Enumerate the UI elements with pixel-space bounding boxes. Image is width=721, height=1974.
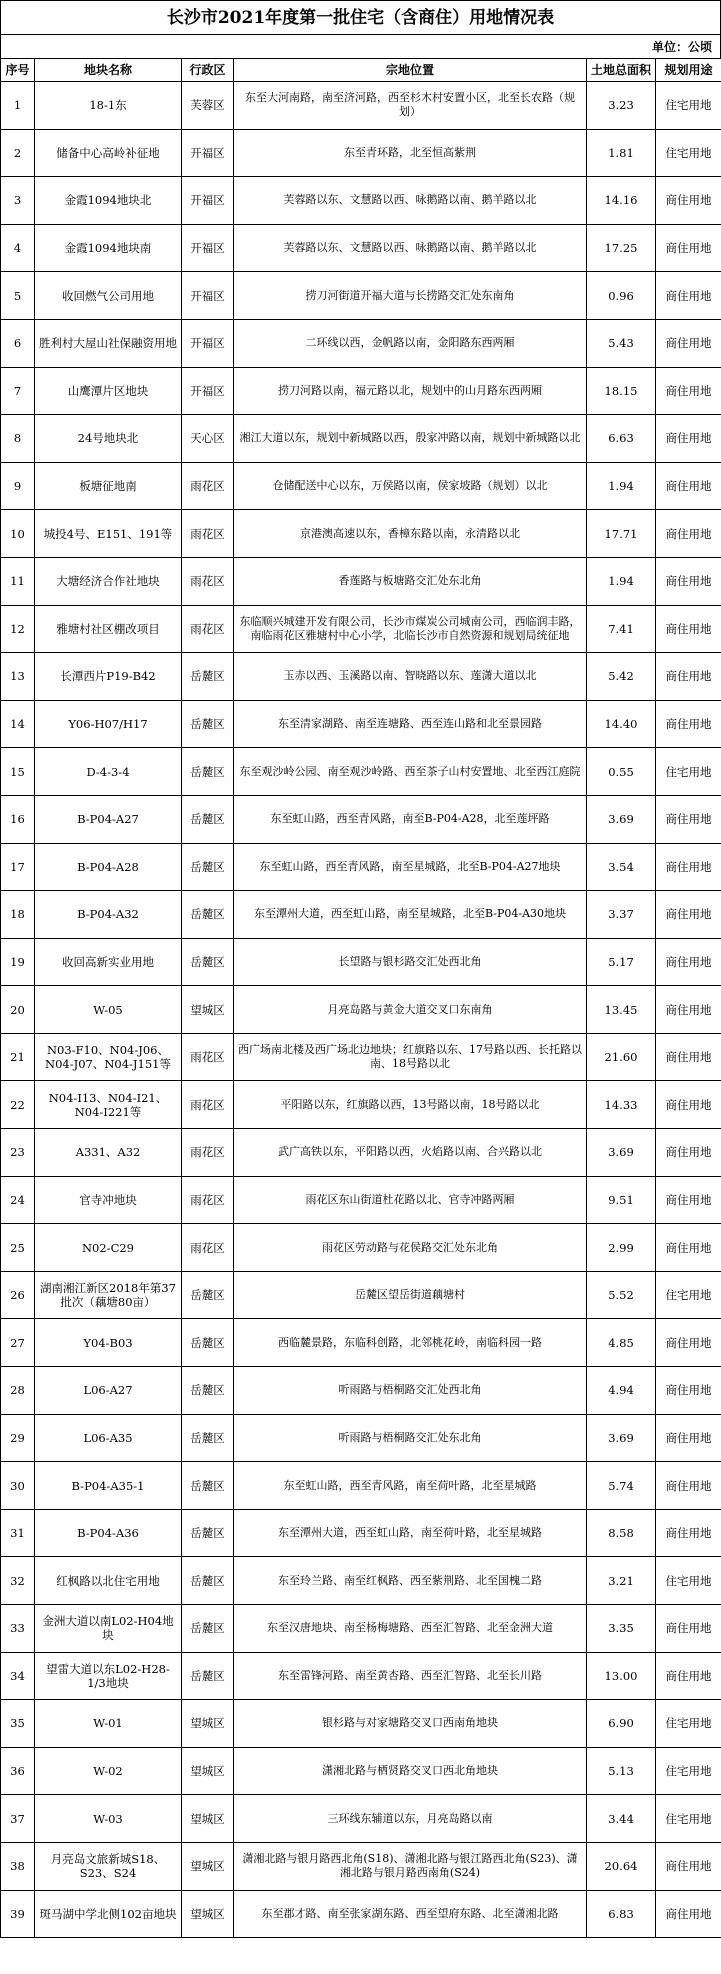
cell-parcel-name: 板塘征地南: [35, 462, 182, 510]
cell-index: 29: [1, 1414, 35, 1462]
cell-usage: 商住用地: [656, 653, 721, 701]
cell-parcel-name: 胜利村大屋山社保融资用地: [35, 319, 182, 367]
cell-parcel-name: D-4-3-4: [35, 748, 182, 796]
header-area: 土地总面积: [587, 59, 656, 82]
cell-usage: 商住用地: [656, 1319, 721, 1367]
cell-location: 长望路与银杉路交汇处西北角: [234, 938, 587, 986]
cell-parcel-name: N04-I13、N04-I21、N04-I221等: [35, 1081, 182, 1129]
table-row: [1, 653, 721, 701]
cell-usage: 商住用地: [656, 1129, 721, 1177]
cell-parcel-name: 18-1东: [35, 82, 182, 130]
table-row: [1, 1842, 721, 1890]
cell-parcel-name: W-01: [35, 1700, 182, 1748]
cell-parcel-name: W-02: [35, 1747, 182, 1795]
cell-index: 2: [1, 129, 35, 177]
cell-district: 望城区: [182, 1890, 234, 1938]
cell-district: 天心区: [182, 415, 234, 463]
cell-index: 26: [1, 1271, 35, 1319]
cell-index: 39: [1, 1890, 35, 1938]
cell-location: 二环线以西，金帆路以南，金阳路东西两厢: [234, 319, 587, 367]
cell-area: 3.23: [587, 82, 656, 130]
cell-location: 东至潭州大道，西至虹山路，南至荷叶路，北至星城路: [234, 1509, 587, 1557]
cell-index: 21: [1, 1033, 35, 1081]
cell-usage: 商住用地: [656, 462, 721, 510]
cell-location: 捞刀河街道开福大道与长捞路交汇处东南角: [234, 272, 587, 320]
cell-usage: 商住用地: [656, 319, 721, 367]
page-title: 长沙市2021年度第一批住宅（含商住）用地情况表: [0, 0, 721, 34]
cell-parcel-name: N02-C29: [35, 1224, 182, 1272]
cell-index: 19: [1, 938, 35, 986]
cell-usage: 商住用地: [656, 272, 721, 320]
table-row: [1, 367, 721, 415]
table-row: [1, 1414, 721, 1462]
cell-area: 5.42: [587, 653, 656, 701]
table-row: [1, 1224, 721, 1272]
cell-location: 听雨路与梧桐路交汇处西北角: [234, 1367, 587, 1415]
cell-district: 开福区: [182, 319, 234, 367]
cell-index: 20: [1, 986, 35, 1034]
header-location: 宗地位置: [234, 59, 587, 82]
cell-parcel-name: L06-A35: [35, 1414, 182, 1462]
cell-area: 0.96: [587, 272, 656, 320]
cell-usage: 商住用地: [656, 1367, 721, 1415]
cell-district: 岳麓区: [182, 653, 234, 701]
table-row: [1, 1271, 721, 1319]
cell-district: 望城区: [182, 1700, 234, 1748]
cell-parcel-name: 金霞1094地块南: [35, 224, 182, 272]
cell-area: 5.43: [587, 319, 656, 367]
table-row: [1, 1033, 721, 1081]
cell-area: 20.64: [587, 1842, 656, 1890]
cell-district: 雨花区: [182, 510, 234, 558]
cell-area: 1.94: [587, 462, 656, 510]
cell-index: 38: [1, 1842, 35, 1890]
cell-area: 9.51: [587, 1176, 656, 1224]
cell-usage: 商住用地: [656, 224, 721, 272]
cell-district: 望城区: [182, 1795, 234, 1843]
cell-district: 岳麓区: [182, 1319, 234, 1367]
cell-parcel-name: 红枫路以北住宅用地: [35, 1557, 182, 1605]
cell-usage: 商住用地: [656, 1509, 721, 1557]
cell-district: 开福区: [182, 129, 234, 177]
cell-area: 14.40: [587, 700, 656, 748]
cell-index: 12: [1, 605, 35, 653]
table-row: [1, 1367, 721, 1415]
cell-area: 2.99: [587, 1224, 656, 1272]
cell-index: 23: [1, 1129, 35, 1177]
cell-index: 4: [1, 224, 35, 272]
table-row: [1, 1176, 721, 1224]
cell-parcel-name: Y06-H07/H17: [35, 700, 182, 748]
cell-index: 10: [1, 510, 35, 558]
cell-area: 3.69: [587, 1414, 656, 1462]
cell-parcel-name: W-05: [35, 986, 182, 1034]
cell-location: 潇湘北路与银月路西北角(S18)、潇湘北路与银江路西北角(S23)、潇湘北路与银月路西南角(S24): [234, 1842, 587, 1890]
cell-index: 27: [1, 1319, 35, 1367]
table-row: [1, 1081, 721, 1129]
cell-location: 芙蓉路以东、文慧路以西、咏鹅路以南、鹅羊路以北: [234, 177, 587, 225]
cell-parcel-name: B-P04-A35-1: [35, 1462, 182, 1510]
cell-district: 望城区: [182, 1747, 234, 1795]
cell-district: 岳麓区: [182, 1652, 234, 1700]
table-row: [1, 1605, 721, 1653]
table-row: [1, 748, 721, 796]
table-row: [1, 415, 721, 463]
cell-location: 岳麓区望岳街道藕塘村: [234, 1271, 587, 1319]
cell-district: 开福区: [182, 367, 234, 415]
cell-usage: 商住用地: [656, 843, 721, 891]
table-row: [1, 1557, 721, 1605]
cell-location: 东至潭州大道，西至虹山路，南至星城路，北至B-P04-A30地块: [234, 891, 587, 939]
cell-index: 1: [1, 82, 35, 130]
cell-area: 4.85: [587, 1319, 656, 1367]
cell-district: 开福区: [182, 224, 234, 272]
cell-district: 岳麓区: [182, 1462, 234, 1510]
cell-usage: 住宅用地: [656, 1271, 721, 1319]
cell-usage: 商住用地: [656, 1176, 721, 1224]
cell-location: 仓储配送中心以东，万侯路以南，侯家坡路（规划）以北: [234, 462, 587, 510]
cell-location: 听雨路与梧桐路交汇处东北角: [234, 1414, 587, 1462]
cell-location: 雨花区东山街道杜花路以北、官寺冲路两厢: [234, 1176, 587, 1224]
cell-location: 月亮岛路与黄金大道交叉口东南角: [234, 986, 587, 1034]
cell-index: 18: [1, 891, 35, 939]
cell-parcel-name: 湖南湘江新区2018年第37批次（藕塘80亩）: [35, 1271, 182, 1319]
cell-parcel-name: A331、A32: [35, 1129, 182, 1177]
cell-location: 潇湘北路与栖贤路交叉口西北角地块: [234, 1747, 587, 1795]
cell-location: 东至青环路，北至恒高紫荆: [234, 129, 587, 177]
cell-parcel-name: 大塘经济合作社地块: [35, 557, 182, 605]
table-row: [1, 1747, 721, 1795]
cell-index: 28: [1, 1367, 35, 1415]
cell-area: 6.90: [587, 1700, 656, 1748]
cell-location: 京港澳高速以东，香樟东路以南，永清路以北: [234, 510, 587, 558]
cell-index: 30: [1, 1462, 35, 1510]
cell-area: 3.69: [587, 1129, 656, 1177]
table-row: [1, 319, 721, 367]
cell-area: 5.74: [587, 1462, 656, 1510]
table-row: [1, 795, 721, 843]
cell-index: 3: [1, 177, 35, 225]
table-row: [1, 1890, 721, 1938]
cell-district: 岳麓区: [182, 891, 234, 939]
cell-area: 13.00: [587, 1652, 656, 1700]
cell-area: 18.15: [587, 367, 656, 415]
cell-parcel-name: B-P04-A28: [35, 843, 182, 891]
cell-area: 0.55: [587, 748, 656, 796]
cell-usage: 商住用地: [656, 1224, 721, 1272]
cell-area: 5.17: [587, 938, 656, 986]
cell-area: 6.63: [587, 415, 656, 463]
cell-area: 3.69: [587, 795, 656, 843]
cell-usage: 商住用地: [656, 1842, 721, 1890]
cell-parcel-name: 长潭西片P19-B42: [35, 653, 182, 701]
cell-area: 5.13: [587, 1747, 656, 1795]
cell-usage: 商住用地: [656, 1462, 721, 1510]
cell-location: 东至大河南路，南至济河路，西至杉木村安置小区，北至长农路（规划）: [234, 82, 587, 130]
table-row: [1, 1129, 721, 1177]
cell-index: 36: [1, 1747, 35, 1795]
cell-parcel-name: B-P04-A32: [35, 891, 182, 939]
cell-district: 开福区: [182, 272, 234, 320]
cell-district: 岳麓区: [182, 1605, 234, 1653]
cell-parcel-name: 斑马湖中学北侧102亩地块: [35, 1890, 182, 1938]
cell-district: 岳麓区: [182, 1509, 234, 1557]
table-row: [1, 177, 721, 225]
cell-index: 6: [1, 319, 35, 367]
cell-parcel-name: 24号地块北: [35, 415, 182, 463]
cell-area: 7.41: [587, 605, 656, 653]
header-parcel-name: 地块名称: [35, 59, 182, 82]
header-district: 行政区: [182, 59, 234, 82]
cell-parcel-name: L06-A27: [35, 1367, 182, 1415]
table-row: [1, 129, 721, 177]
cell-location: 玉赤以西、玉溪路以南、智晓路以东、莲潇大道以北: [234, 653, 587, 701]
table-header-row: [1, 59, 721, 82]
unit-label: 单位：公顷: [0, 34, 721, 58]
cell-usage: 商住用地: [656, 177, 721, 225]
table-row: [1, 272, 721, 320]
cell-usage: 商住用地: [656, 938, 721, 986]
table-row: [1, 843, 721, 891]
cell-location: 东临顺兴城建开发有限公司，长沙市煤炭公司城南公司，西临润丰路，南临雨花区雅塘村中心小学，北临长沙市自然资源和规划局统征地: [234, 605, 587, 653]
cell-index: 13: [1, 653, 35, 701]
cell-location: 银杉路与对家塘路交叉口西南角地块: [234, 1700, 587, 1748]
cell-district: 雨花区: [182, 1176, 234, 1224]
cell-location: 武广高铁以东，平阳路以西，火焰路以南、合兴路以北: [234, 1129, 587, 1177]
table-row: [1, 938, 721, 986]
cell-district: 开福区: [182, 177, 234, 225]
cell-usage: 商住用地: [656, 795, 721, 843]
cell-index: 22: [1, 1081, 35, 1129]
cell-parcel-name: 月亮岛文旅新城S18、S23、S24: [35, 1842, 182, 1890]
cell-usage: 商住用地: [656, 367, 721, 415]
table-row: [1, 1509, 721, 1557]
cell-usage: 住宅用地: [656, 1795, 721, 1843]
cell-district: 岳麓区: [182, 795, 234, 843]
cell-usage: 商住用地: [656, 986, 721, 1034]
cell-district: 岳麓区: [182, 938, 234, 986]
cell-district: 岳麓区: [182, 1557, 234, 1605]
cell-index: 37: [1, 1795, 35, 1843]
cell-location: 西广场南北楼及西广场北边地块；红旗路以东、17号路以西、长托路以南、18号路以北: [234, 1033, 587, 1081]
table-row: [1, 1319, 721, 1367]
cell-usage: 商住用地: [656, 1081, 721, 1129]
table-row: [1, 510, 721, 558]
cell-index: 32: [1, 1557, 35, 1605]
cell-usage: 住宅用地: [656, 82, 721, 130]
cell-area: 1.81: [587, 129, 656, 177]
cell-parcel-name: 官寺冲地块: [35, 1176, 182, 1224]
cell-district: 雨花区: [182, 557, 234, 605]
cell-usage: 商住用地: [656, 557, 721, 605]
table-row: [1, 986, 721, 1034]
cell-index: 31: [1, 1509, 35, 1557]
cell-district: 雨花区: [182, 1033, 234, 1081]
cell-parcel-name: 收回燃气公司用地: [35, 272, 182, 320]
cell-district: 雨花区: [182, 1081, 234, 1129]
cell-location: 芙蓉路以东、文慧路以西、咏鹅路以南、鹅羊路以北: [234, 224, 587, 272]
cell-district: 望城区: [182, 986, 234, 1034]
table-row: [1, 82, 721, 130]
cell-location: 三环线东辅道以东，月亮岛路以南: [234, 1795, 587, 1843]
cell-area: 5.52: [587, 1271, 656, 1319]
cell-area: 6.83: [587, 1890, 656, 1938]
cell-index: 24: [1, 1176, 35, 1224]
cell-index: 7: [1, 367, 35, 415]
cell-parcel-name: 收回高新实业用地: [35, 938, 182, 986]
cell-parcel-name: 金洲大道以南L02-H04地块: [35, 1605, 182, 1653]
header-index: 序号: [1, 59, 35, 82]
cell-area: 4.94: [587, 1367, 656, 1415]
cell-usage: 住宅用地: [656, 129, 721, 177]
cell-district: 芙蓉区: [182, 82, 234, 130]
cell-usage: 商住用地: [656, 415, 721, 463]
cell-location: 东至汉唐地块、南至杨梅塘路、西至汇智路、北至金洲大道: [234, 1605, 587, 1653]
cell-district: 雨花区: [182, 462, 234, 510]
cell-usage: 商住用地: [656, 1033, 721, 1081]
cell-index: 16: [1, 795, 35, 843]
table-row: [1, 605, 721, 653]
cell-usage: 住宅用地: [656, 1557, 721, 1605]
cell-area: 14.33: [587, 1081, 656, 1129]
cell-district: 雨花区: [182, 605, 234, 653]
cell-location: 东至雷锋河路、南至黄杏路、西至汇智路、北至长川路: [234, 1652, 587, 1700]
cell-location: 捞刀河路以南，福元路以北，规划中的山月路东西两厢: [234, 367, 587, 415]
cell-usage: 住宅用地: [656, 1700, 721, 1748]
cell-location: 东至玲兰路、南至红枫路、西至紫荆路、北至国槐二路: [234, 1557, 587, 1605]
cell-parcel-name: 雅塘村社区棚改项目: [35, 605, 182, 653]
cell-index: 5: [1, 272, 35, 320]
cell-area: 14.16: [587, 177, 656, 225]
cell-index: 11: [1, 557, 35, 605]
cell-index: 25: [1, 1224, 35, 1272]
table-row: [1, 1700, 721, 1748]
table-row: [1, 1652, 721, 1700]
cell-usage: 商住用地: [656, 1652, 721, 1700]
cell-parcel-name: 望雷大道以东L02-H28-1/3地块: [35, 1652, 182, 1700]
cell-usage: 商住用地: [656, 1414, 721, 1462]
cell-location: 东至郡才路、南至张家湖东路、西至望府东路、北至潇湘北路: [234, 1890, 587, 1938]
cell-parcel-name: W-03: [35, 1795, 182, 1843]
cell-parcel-name: B-P04-A36: [35, 1509, 182, 1557]
land-table: [0, 58, 721, 1938]
cell-area: 3.21: [587, 1557, 656, 1605]
cell-location: 东至虹山路，西至青风路，南至B-P04-A28，北至莲坪路: [234, 795, 587, 843]
cell-location: 东至虹山路，西至青风路，南至荷叶路，北至星城路: [234, 1462, 587, 1510]
cell-location: 西临麓景路，东临科创路，北邻桃花岭，南临科园一路: [234, 1319, 587, 1367]
cell-usage: 商住用地: [656, 700, 721, 748]
table-row: [1, 891, 721, 939]
cell-area: 21.60: [587, 1033, 656, 1081]
cell-index: 35: [1, 1700, 35, 1748]
cell-usage: 商住用地: [656, 891, 721, 939]
cell-usage: 商住用地: [656, 510, 721, 558]
table-row: [1, 1795, 721, 1843]
cell-location: 东至虹山路，西至青风路，南至星城路，北至B-P04-A27地块: [234, 843, 587, 891]
cell-district: 岳麓区: [182, 700, 234, 748]
cell-district: 雨花区: [182, 1224, 234, 1272]
cell-location: 香莲路与板塘路交汇处东北角: [234, 557, 587, 605]
cell-parcel-name: 金霞1094地块北: [35, 177, 182, 225]
cell-usage: 商住用地: [656, 1890, 721, 1938]
cell-district: 岳麓区: [182, 1271, 234, 1319]
header-usage: 规划用途: [656, 59, 721, 82]
cell-location: 东至清家湖路、南至连塘路、西至连山路和北至景园路: [234, 700, 587, 748]
cell-parcel-name: Y04-B03: [35, 1319, 182, 1367]
cell-district: 岳麓区: [182, 843, 234, 891]
cell-usage: 商住用地: [656, 605, 721, 653]
cell-location: 湘江大道以东，规划中新城路以西，殷家冲路以南，规划中新城路以北: [234, 415, 587, 463]
cell-area: 13.45: [587, 986, 656, 1034]
cell-district: 岳麓区: [182, 748, 234, 796]
cell-district: 雨花区: [182, 1129, 234, 1177]
cell-parcel-name: N03-F10、N04-J06、N04-J07、N04-J151等: [35, 1033, 182, 1081]
cell-index: 9: [1, 462, 35, 510]
cell-district: 岳麓区: [182, 1367, 234, 1415]
table-row: [1, 700, 721, 748]
cell-area: 17.25: [587, 224, 656, 272]
cell-index: 15: [1, 748, 35, 796]
cell-index: 17: [1, 843, 35, 891]
table-row: [1, 557, 721, 605]
cell-usage: 住宅用地: [656, 1747, 721, 1795]
cell-area: 3.44: [587, 1795, 656, 1843]
cell-area: 8.58: [587, 1509, 656, 1557]
cell-area: 1.94: [587, 557, 656, 605]
cell-area: 3.35: [587, 1605, 656, 1653]
cell-location: 平阳路以东，红旗路以西，13号路以南，18号路以北: [234, 1081, 587, 1129]
cell-area: 3.37: [587, 891, 656, 939]
cell-location: 雨花区劳动路与花侯路交汇处东北角: [234, 1224, 587, 1272]
cell-area: 17.71: [587, 510, 656, 558]
cell-index: 14: [1, 700, 35, 748]
table-row: [1, 1462, 721, 1510]
cell-area: 3.54: [587, 843, 656, 891]
table-row: [1, 224, 721, 272]
cell-usage: 商住用地: [656, 1605, 721, 1653]
cell-usage: 住宅用地: [656, 748, 721, 796]
cell-parcel-name: 山鹰潭片区地块: [35, 367, 182, 415]
cell-parcel-name: B-P04-A27: [35, 795, 182, 843]
cell-index: 8: [1, 415, 35, 463]
cell-district: 望城区: [182, 1842, 234, 1890]
cell-parcel-name: 城投4号、E151、191等: [35, 510, 182, 558]
table-row: [1, 462, 721, 510]
cell-index: 34: [1, 1652, 35, 1700]
cell-location: 东至观沙岭公园、南至观沙岭路、西至茶子山村安置地、北至西江庭院: [234, 748, 587, 796]
cell-parcel-name: 储备中心高岭补征地: [35, 129, 182, 177]
cell-district: 岳麓区: [182, 1414, 234, 1462]
cell-index: 33: [1, 1605, 35, 1653]
